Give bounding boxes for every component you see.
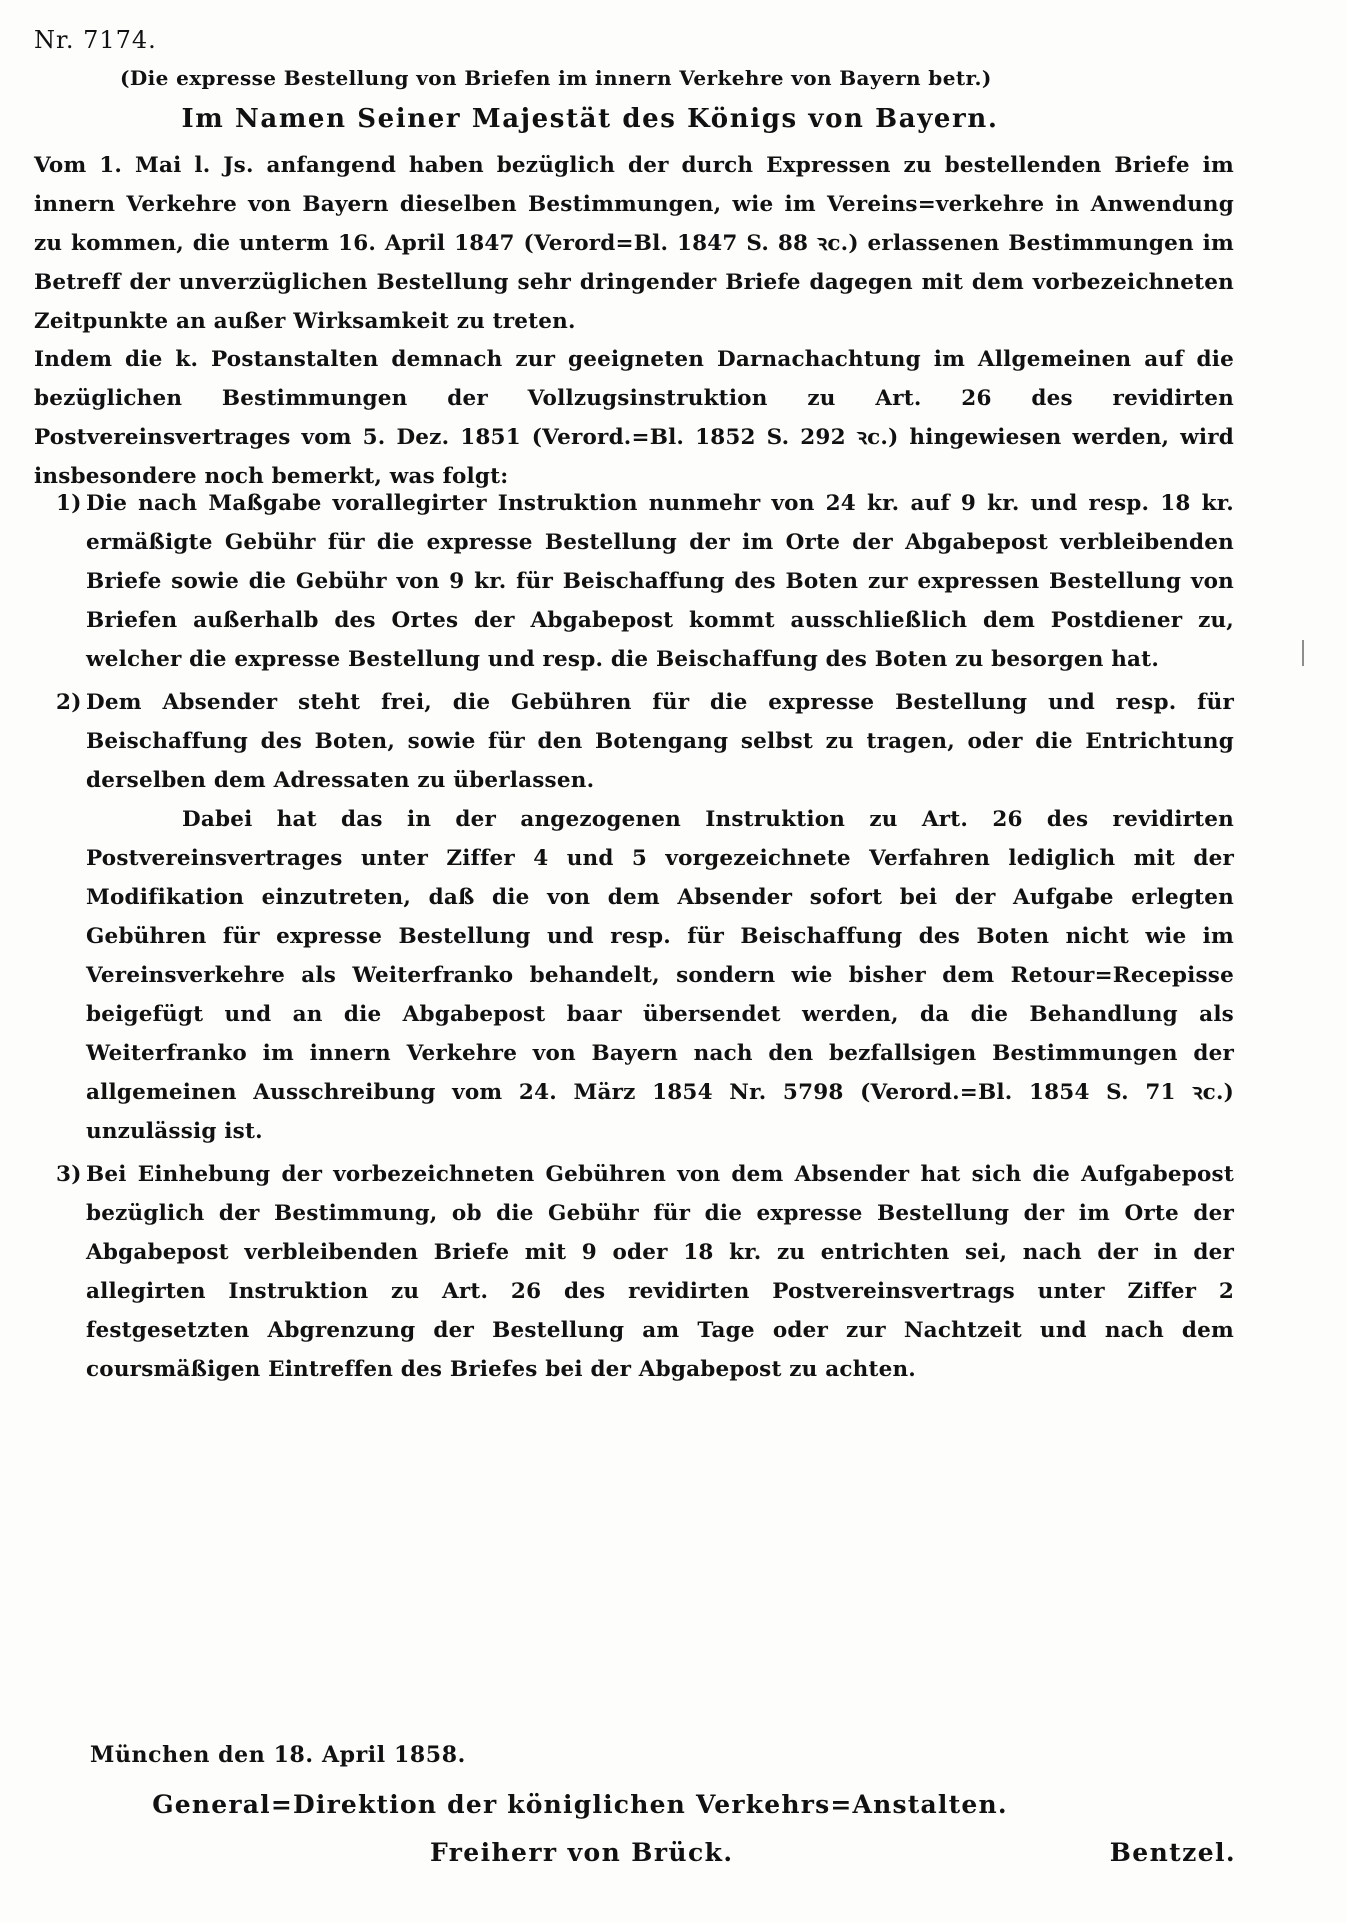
list-item-marker: 1) [56, 491, 82, 516]
document-subject: (Die expresse Bestellung von Briefen im innern Verkehre von Bayern betr.) [120, 66, 992, 90]
document-invocation: Im Namen Seiner Majestät des Königs von Bayern. [181, 104, 999, 134]
numbered-list [34, 484, 1234, 1393]
signature-left: Freiherr von Brück. [430, 1838, 734, 1867]
list-item [34, 1155, 1234, 1389]
list-item-text: Dem Absender steht frei, die Gebühren für die expresse Bestellung und resp. für Beischaffung des Boten, sowie für den Botengang selbst zu tragen, oder die Entrichtung derselben dem Adressaten zu überlassen. [86, 690, 1234, 793]
list-item-marker: 3) [56, 1162, 82, 1187]
list-item-marker: 2) [56, 690, 82, 715]
paragraph-2: Indem die k. Postanstalten demnach zur geeigneten Darnachachtung im Allgemeinen auf die bezüglichen Bestimmungen der Vollzugsinstruktion zu Art. 26 des revidirten Postvereinsvertrages vom 5. Dez. 1851 (Verord.=Bl. 1852 S. 292 ꝛc.) hingewiesen werden, wird insbesondere noch bemerkt, was folgt: [34, 347, 1234, 489]
paragraph-1: Vom 1. Mai l. Js. anfangend haben bezüglich der durch Expressen zu bestellenden Briefe im innern Verkehre von Bayern dieselben Bestimmungen, wie im Vereins=verkehre in Anwendung zu kommen, die unterm 16. April 1847 (Verord=Bl. 1847 S. 88 ꝛc.) erlassenen Bestimmungen im Betreff der unverzüglichen Bestellung sehr dringender Briefe dagegen mit dem vorbezeichneten Zeitpunkte an außer Wirksamkeit zu treten. [34, 153, 1234, 334]
list-item [34, 484, 1234, 679]
issuing-authority: General=Direktion der königlichen Verkehrs=Anstalten. [152, 1790, 1008, 1819]
list-item-continuation: Dabei hat das in der angezogenen Instruktion zu Art. 26 des revidirten Postvereinsvertrages unter Ziffer 4 und 5 vorgezeichnete Verfahren lediglich mit der Modifikation einzutreten, daß die von dem Absender sofort bei der Aufgabe erlegten Gebühren für expresse Bestellung und resp. für Beischaffung des Boten nicht wie im Vereinsverkehre als Weiterfranko behandelt, sondern wie bisher dem Retour=Recepisse beigefügt und an die Abgabepost baar übersendet werden, da die Behandlung als Weiterfranko im innern Verkehre von Bayern nach den bezfallsigen Bestimmungen der allgemeinen Ausschreibung vom 24. März 1854 Nr. 5798 (Verord.=Bl. 1854 S. 71 ꝛc.) unzulässig ist. [86, 807, 1234, 1144]
list-item-text: Bei Einhebung der vorbezeichneten Gebühren von dem Absender hat sich die Aufgabepost bezüglich der Bestimmung, ob die Gebühr für die expresse Bestellung der im Orte der Abgabepost verbleibenden Briefe mit 9 oder 18 kr. zu entrichten sei, nach der in der allegirten Instruktion zu Art. 26 des revidirten Postvereinsvertrags unter Ziffer 2 festgesetzten Abgrenzung der Bestellung am Tage oder zur Nachtzeit und nach dem coursmäßigen Eintreffen des Briefes bei der Abgabepost zu achten. [86, 1162, 1234, 1382]
page-edge-mark [1302, 640, 1304, 666]
signature-right: Bentzel. [1109, 1838, 1236, 1867]
list-item-text: Die nach Maßgabe vorallegirter Instruktion nunmehr von 24 kr. auf 9 kr. und resp. 18 kr. ermäßigte Gebühr für die expresse Bestellung der im Orte der Abgabepost verbleibenden Briefe sowie die Gebühr von 9 kr. für Beischaffung des Boten zur expressen Bestellung von Briefen außerhalb des Ortes der Abgabepost kommt ausschließlich dem Postdiener zu, welcher die expresse Bestellung und resp. die Beischaffung des Boten zu besorgen hat. [86, 491, 1234, 672]
place-and-date: München den 18. April 1858. [90, 1742, 466, 1768]
document-number: Nr. 7174. [34, 26, 157, 54]
list-item [34, 683, 1234, 1151]
list-item-body [86, 683, 1234, 1151]
